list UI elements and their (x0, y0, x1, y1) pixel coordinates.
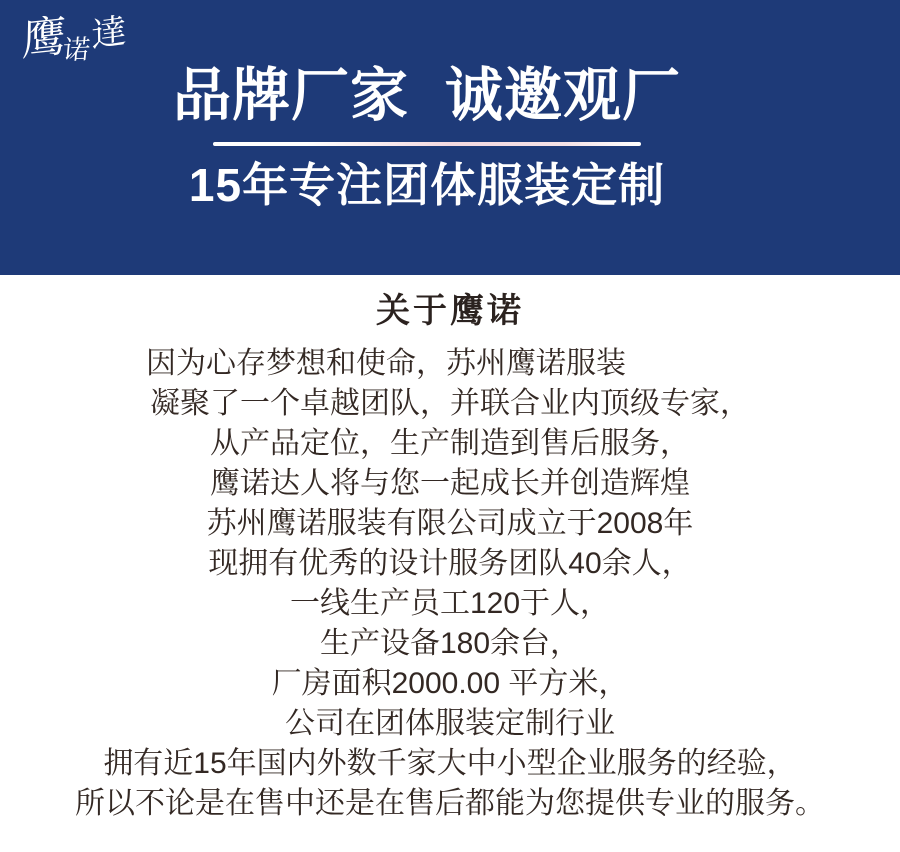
blue-header-banner (0, 0, 900, 275)
about-line: 凝聚了一个卓越团队，并联合业内顶级专家， (150, 387, 750, 420)
about-line: 鹰诺达人将与您一起成长并创造辉煌 (210, 467, 690, 500)
about-line: 一线生产员工120于人， (289, 587, 611, 620)
about-line: 生产设备180余台， (319, 627, 581, 660)
about-line: 因为心存梦想和使命，苏州鹰诺服装 (146, 347, 626, 380)
about-line: 公司在团体服装定制行业 (285, 707, 615, 740)
about-line: 从产品定位，生产制造到售后服务， (210, 427, 690, 460)
main-title-part2: 诚邀观厂 (445, 63, 682, 128)
about-section (0, 291, 900, 824)
about-line: 所以不论是在售中还是在售后都能为您提供专业的服务。 (75, 787, 825, 820)
header-subtitle: 15年专注团体服装定制 (188, 159, 666, 211)
about-line: 厂房面积2000.00 平方米， (271, 667, 629, 700)
logo-char-nuo: 诺 (61, 34, 92, 67)
title-divider-line (213, 142, 641, 146)
logo-char-da: 達 (90, 11, 127, 57)
about-paragraph (0, 344, 900, 824)
header-content (0, 0, 877, 210)
about-heading: 关于鹰诺 (376, 292, 524, 330)
main-title (0, 0, 877, 126)
about-line: 拥有近15年国内外数千家大中小型企业服务的经验， (103, 747, 797, 780)
main-title-part1: 品牌厂家 (172, 63, 409, 128)
logo-char-ying: 鹰 (21, 10, 67, 67)
about-line: 苏州鹰诺服装有限公司成立于2008年 (206, 507, 694, 540)
about-line: 现拥有优秀的设计服务团队40余人， (208, 547, 692, 580)
